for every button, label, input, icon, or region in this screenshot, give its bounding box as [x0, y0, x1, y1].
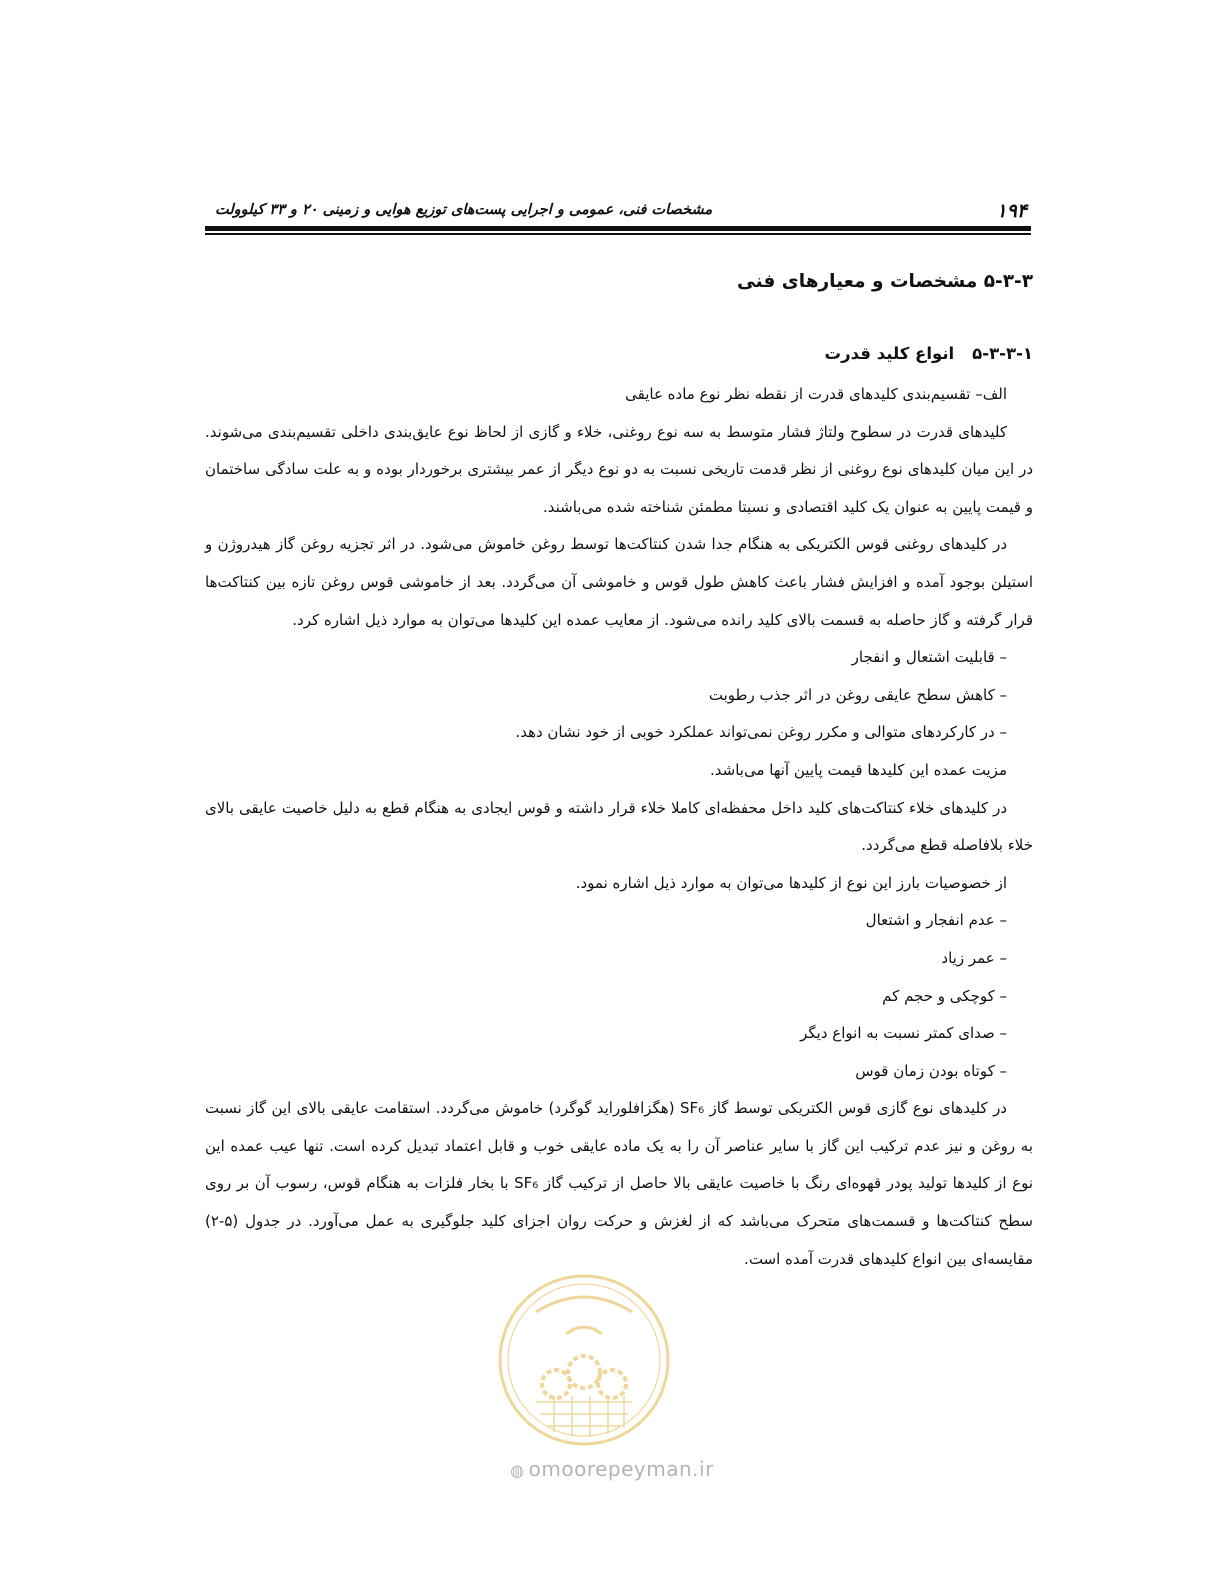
- running-title: مشخصات فنی، عمومی و اجرایی پست‌های توزیع هوایی و زمینی ۲۰ و ۳۳ کیلوولت: [215, 202, 713, 218]
- watermark-site-text: omoorepeyman.ir: [528, 1457, 714, 1481]
- page-body: [205, 262, 1033, 1278]
- paragraph-oil-advantage: مزیت عمده این کلیدها قیمت پایین آنها می‌باشد.: [710, 760, 1007, 779]
- list-item: – قابلیت اشتعال و انفجار: [851, 648, 1007, 667]
- section-heading: ۵-۳-۳ مشخصات و معیارهای فنی: [736, 271, 1033, 292]
- paragraph-oil-breakers: در کلیدهای روغنی قوس الکتریکی به هنگام جدا شدن کنتاکت‌ها توسط روغن خاموش می‌شود. در اثر تجزیه روغن گاز هیدروژن و استیلن بوجود آمده و افزایش فشار باعث کاهش طول قوس و خاموشی آن می‌گردد. بعد از خاموشی قوس روغن تازه بین کنتاکت‌ها قرار گرفته و گاز حاصله به قسمت بالای کلید رانده می‌شود. از معایب عمده این کلیدها می‌توان به موارد ذیل اشاره کرد.: [205, 535, 1033, 629]
- paragraph-vacuum-breakers: در کلیدهای خلاء کنتاکت‌های کلید داخل محفظه‌ای کاملا خلاء قرار داشته و قوس ایجادی به هنگام قطع به دلیل خاصیت عایقی بالای خلاء بلافاصله قطع می‌گردد.: [205, 798, 1033, 855]
- page-number: ۱۹۴: [996, 200, 1027, 222]
- oil-disadvantages-list: [205, 639, 1033, 752]
- list-item: – کوچکی و حجم کم: [882, 986, 1007, 1005]
- header-rule-thin: [205, 233, 1031, 235]
- paragraph-intro: کلیدهای قدرت در سطوح ولتاژ فشار متوسط به سه نوع روغنی، خلاء و گازی از لحاظ نوع عایق‌بندی داخلی تقسیم‌بندی می‌شوند. در این میان کلیدهای نوع روغنی از نظر قدمت تاریخی نسبت به دو نوع دیگر از عمر بیشتری برخوردار بوده و به علت سادگی ساختمان و قیمت پایین به عنوان یک کلید اقتصادی و نسبتا مطمئن شناخته شده می‌باشند.: [205, 422, 1033, 516]
- paragraph-vacuum-features-intro: از خصوصیات بارز این نوع از کلیدها می‌توان به موارد ذیل اشاره نمود.: [575, 873, 1007, 892]
- list-item: – در کارکردهای متوالی و مکرر روغن نمی‌تواند عملکرد خوبی از خود نشان دهد.: [515, 723, 1007, 742]
- vacuum-features-list: [205, 902, 1033, 1090]
- list-item: – عمر زیاد: [941, 948, 1007, 967]
- subsection-title: انواع کلید قدرت: [824, 344, 955, 363]
- header-rule-thick: [205, 226, 1031, 231]
- watermark-seal-icon: [496, 1272, 672, 1448]
- paragraph-sf6-breakers: در کلیدهای نوع گازی قوس الکتریکی توسط گاز SF₆ (هگزافلوراید گوگرد) خاموش می‌گردد. استقامت عایقی بالای این گاز نسبت به روغن و نیز عدم ترکیب این گاز با سایر عناصر آن را به یک ماده عایقی خوب و قابل اعتماد تبدیل کرده است. تنها عیب عمده این نوع از کلیدها تولید پودر قهوه‌ای رنگ با خاصیت عایقی بالا حاصل از ترکیب گاز SF₆ با بخار فلزات به هنگام قوس، رسوب آن بر روی سطح کنتاکت‌ها و قسمت‌های متحرک می‌باشد که از لغزش و حرکت روان اجزای کلید جلوگیری به عمل می‌آورد. در جدول (۵-۲) مقایسه‌ای بین انواع کلیدهای قدرت آمده است.: [205, 1099, 1033, 1268]
- globe-icon: ◍: [510, 1461, 525, 1480]
- watermark-site: [0, 1457, 1224, 1481]
- subsection-number: ۵-۳-۳-۱: [972, 344, 1033, 363]
- page-header: [205, 196, 1031, 236]
- paragraph-classification: الف– تقسیم‌بندی کلیدهای قدرت از نقطه نظر نوع ماده عایقی: [625, 385, 1007, 403]
- list-item: – عدم انفجار و اشتعال: [865, 911, 1007, 930]
- list-item: – کاهش سطح عایقی روغن در اثر جذب رطوبت: [708, 685, 1007, 704]
- list-item: – کوتاه بودن زمان قوس: [855, 1061, 1007, 1080]
- list-item: – صدای کمتر نسبت به انواع دیگر: [800, 1024, 1007, 1043]
- subsection-heading: [205, 334, 1033, 374]
